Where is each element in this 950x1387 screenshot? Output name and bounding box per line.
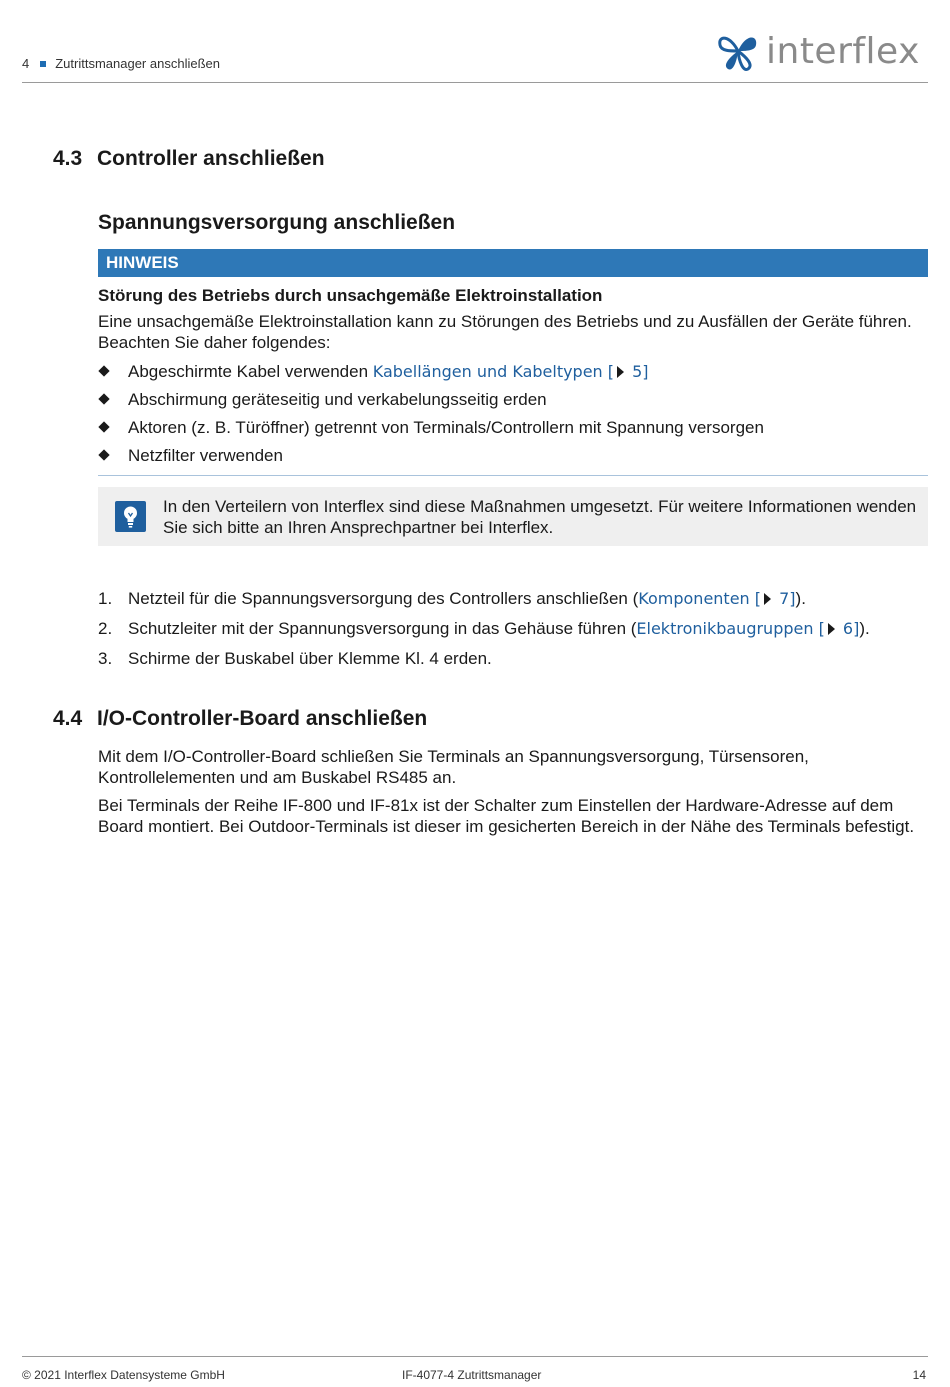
section-number: 4.3 bbox=[53, 147, 83, 170]
notice-bullet-list bbox=[98, 361, 928, 473]
step-text: Schirme der Buskabel über Klemme Kl. 4 erden. bbox=[128, 649, 492, 668]
list-item bbox=[98, 361, 928, 389]
list-item bbox=[98, 618, 928, 648]
bullet-text: Aktoren (z. B. Türöffner) getrennt von Terminals/Controllern mit Spannung versorgen bbox=[128, 418, 764, 437]
page-arrow-icon bbox=[764, 593, 771, 605]
footer-doc-id: IF-4077-4 Zutrittsmanager bbox=[402, 1368, 542, 1382]
diamond-bullet-icon bbox=[98, 393, 109, 404]
section-title: I/O-Controller-Board anschließen bbox=[97, 707, 428, 730]
footer-page-number: 14 bbox=[912, 1368, 926, 1382]
diamond-bullet-icon bbox=[98, 365, 109, 376]
link-text: Komponenten [ bbox=[638, 589, 762, 608]
notice-divider bbox=[98, 475, 928, 476]
page-arrow-icon bbox=[617, 366, 624, 378]
step-number: 1. bbox=[98, 589, 113, 608]
step-text: Netzteil für die Spannungsversorgung des Controllers anschließen ( bbox=[128, 589, 639, 608]
interflex-logo bbox=[716, 26, 928, 76]
section-heading-4-4 bbox=[53, 707, 427, 731]
step-text-after: ). bbox=[795, 589, 806, 608]
footer-copyright: © 2021 Interflex Datensysteme GmbH bbox=[22, 1368, 225, 1382]
link-page: 7] bbox=[774, 589, 796, 608]
link-text: Elektronikbaugruppen [ bbox=[636, 619, 825, 638]
chapter-number: 4 bbox=[22, 56, 30, 71]
bullet-square-icon bbox=[40, 61, 46, 67]
notice-heading: Störung des Betriebs durch unsachgemäße Elektroinstallation bbox=[98, 286, 603, 305]
steps-list bbox=[98, 588, 928, 678]
section-number: 4.4 bbox=[53, 707, 83, 730]
running-header bbox=[22, 56, 220, 71]
bullet-text: Netzfilter verwenden bbox=[128, 446, 283, 465]
butterfly-logo-icon bbox=[716, 29, 760, 73]
step-number: 2. bbox=[98, 619, 113, 638]
lightbulb-icon bbox=[115, 501, 146, 532]
notice-text: Eine unsachgemäße Elektroinstallation kann zu Störungen des Betriebs und zu Ausfällen der Geräte führen. Beachten Sie daher folgendes: bbox=[98, 312, 912, 352]
notice-label-bar: HINWEIS bbox=[98, 249, 928, 277]
paragraph: Mit dem I/O-Controller-Board schließen Sie Terminals an Spannungsversorgung, Türsensoren, Kontrollelementen und am Buskabel RS485 an. bbox=[98, 747, 809, 787]
step-text-after: ). bbox=[859, 619, 870, 638]
components-link[interactable] bbox=[638, 589, 795, 608]
step-text: Schutzleiter mit der Spannungsversorgung in das Gehäuse führen ( bbox=[128, 619, 637, 638]
subsection-heading: Spannungsversorgung anschließen bbox=[98, 211, 456, 234]
cable-types-link[interactable] bbox=[373, 362, 649, 381]
bullet-text: Abgeschirmte Kabel verwenden bbox=[128, 362, 373, 381]
footer-divider bbox=[22, 1356, 928, 1357]
diamond-bullet-icon bbox=[98, 421, 109, 432]
list-item bbox=[98, 389, 928, 417]
chapter-title: Zutrittsmanager anschließen bbox=[55, 56, 220, 71]
bullet-text: Abschirmung geräteseitig und verkabelungsseitig erden bbox=[128, 390, 547, 409]
list-item bbox=[98, 417, 928, 445]
paragraph: Bei Terminals der Reihe IF-800 und IF-81x ist der Schalter zum Einstellen der Hardware-Adresse auf dem Board montiert. Bei Outdoor-Terminals ist dieser im gesicherten Bereich in der Nähe des Terminals befestigt. bbox=[98, 796, 915, 836]
link-page: 6] bbox=[837, 619, 860, 638]
list-item bbox=[98, 445, 928, 473]
electronics-link[interactable] bbox=[636, 619, 859, 638]
tip-text: In den Verteilern von Interflex sind diese Maßnahmen umgesetzt. Für weitere Informationen wenden Sie sich bitte an Ihren Ansprechpartner bei Interflex. bbox=[163, 497, 917, 537]
page-arrow-icon bbox=[828, 623, 835, 635]
list-item bbox=[98, 648, 928, 678]
logo-text: interflex bbox=[766, 30, 920, 72]
section-heading-4-3 bbox=[53, 147, 325, 171]
diamond-bullet-icon bbox=[98, 449, 109, 460]
link-page: 5] bbox=[627, 362, 649, 381]
step-number: 3. bbox=[98, 649, 113, 668]
list-item bbox=[98, 588, 928, 618]
header-divider bbox=[22, 82, 928, 83]
link-text: Kabellängen und Kabeltypen [ bbox=[372, 362, 615, 381]
section-title: Controller anschließen bbox=[97, 147, 325, 170]
